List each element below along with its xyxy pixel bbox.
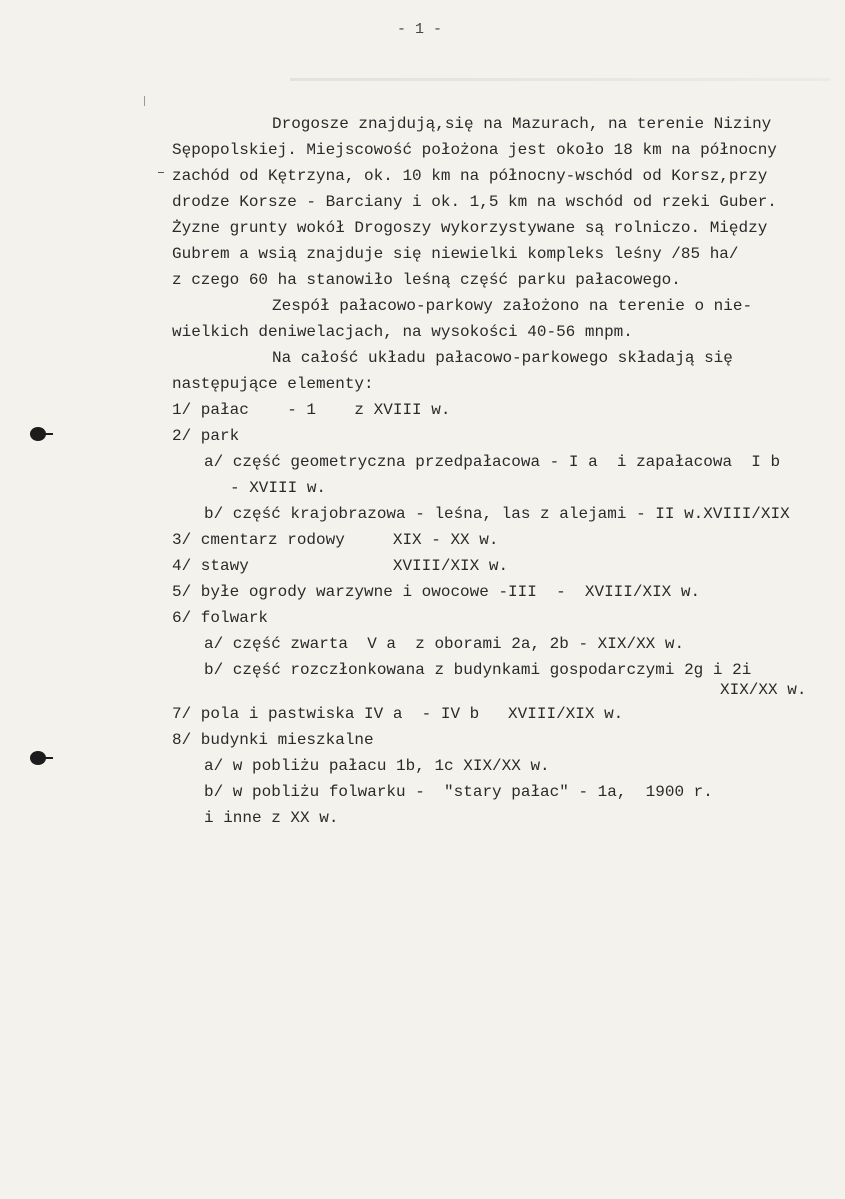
- text-line: zachód od Kętrzyna, ok. 10 km na północny-wschód od Korsz,przy: [172, 167, 768, 185]
- list-item: 5/ byłe ogrody warzywne i owocowe -III - XVIII/XIX w.: [172, 583, 701, 601]
- list-subitem: b/ część krajobrazowa - leśna, las z alejami - II w.XVIII/XIX: [204, 505, 790, 523]
- list-subitem: b/ w pobliżu folwarku - "stary pałac" - 1a, 1900 r.: [204, 783, 713, 801]
- margin-dash: [158, 172, 164, 173]
- list-item: 2/ park: [172, 427, 240, 445]
- list-subitem: a/ część zwarta V a z oborami 2a, 2b - XIX/XX w.: [204, 635, 685, 653]
- text-line: Zespół pałacowo-parkowy założono na terenie o nie-: [272, 297, 753, 315]
- text-line: Gubrem a wsią znajduje się niewielki kompleks leśny /85 ha/: [172, 245, 739, 263]
- text-line: z czego 60 ha stanowiło leśną część parku pałacowego.: [172, 271, 681, 289]
- list-item: 3/ cmentarz rodowy XIX - XX w.: [172, 531, 499, 549]
- faint-bleedthrough-line: [290, 78, 830, 81]
- list-item: 7/ pola i pastwiska IV a - IV b XVIII/XIX w.: [172, 705, 624, 723]
- list-item: 1/ pałac - 1 z XVIII w.: [172, 401, 451, 419]
- list-subitem: b/ część rozczłonkowana z budynkami gospodarczymi 2g i 2i: [204, 661, 752, 679]
- punch-hole-top: [30, 427, 46, 441]
- text-line: Żyzne grunty wokół Drogoszy wykorzystywane są rolniczo. Między: [172, 219, 768, 237]
- page-number: - 1 -: [397, 21, 443, 38]
- list-subitem-continuation: i inne z XX w.: [204, 809, 339, 827]
- punch-hole-bottom: [30, 751, 46, 765]
- text-line: Na całość układu pałacowo-parkowego składają się: [272, 349, 733, 367]
- text-line: wielkich deniwelacjach, na wysokości 40-56 mnpm.: [172, 323, 633, 341]
- list-subitem-continuation: XIX/XX w.: [720, 681, 807, 699]
- list-item: 4/ stawy XVIII/XIX w.: [172, 557, 509, 575]
- list-subitem: a/ w pobliżu pałacu 1b, 1c XIX/XX w.: [204, 757, 550, 775]
- text-line: Sępopolskiej. Miejscowość położona jest około 18 km na północny: [172, 141, 777, 159]
- margin-tick: [144, 96, 145, 106]
- text-line: Drogosze znajdują,się na Mazurach, na terenie Niziny: [272, 115, 772, 133]
- list-subitem-continuation: - XVIII w.: [230, 479, 327, 497]
- list-subitem: a/ część geometryczna przedpałacowa - I a i zapałacowa I b: [204, 453, 781, 471]
- list-item: 6/ folwark: [172, 609, 269, 627]
- text-line: drodze Korsze - Barciany i ok. 1,5 km na wschód od rzeki Guber.: [172, 193, 777, 211]
- list-item: 8/ budynki mieszkalne: [172, 731, 374, 749]
- text-line: następujące elementy:: [172, 375, 374, 393]
